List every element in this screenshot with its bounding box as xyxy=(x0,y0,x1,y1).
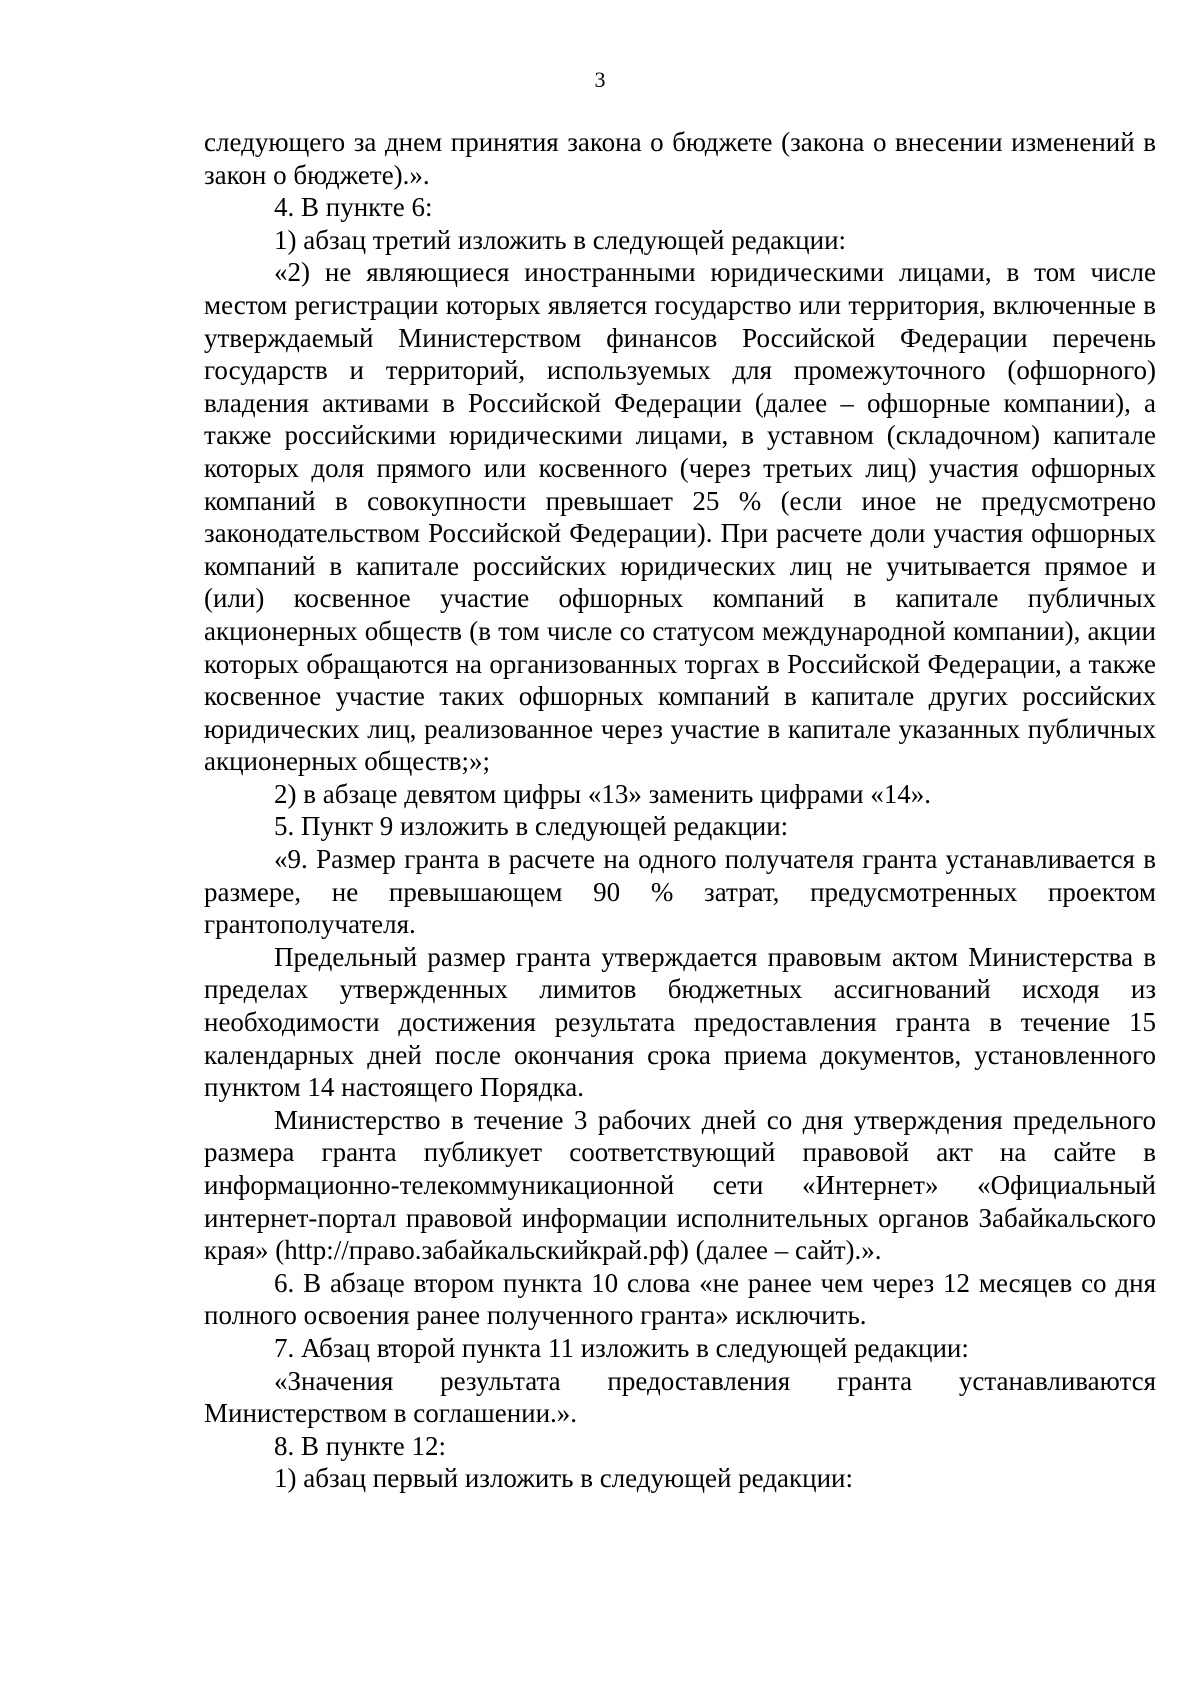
paragraph-6: 5. Пункт 9 изложить в следующей редакции: xyxy=(274,811,789,842)
paragraph-2: 4. В пункте 6: xyxy=(274,192,433,223)
paragraph-13: 8. В пункте 12: xyxy=(274,1430,446,1461)
document-body xyxy=(204,126,1156,1495)
paragraph-4: «2) не являющиеся иностранными юридическими лицами, в том числе местом регистрации которых является государство или территория, включенные в утверждаемый Министерством финансов Российской Федерации перечень государств и территорий, используемых для промежуточного (офшорного) владения активами в Российской Федерации (далее – офшорные компании), а также российскими юридическими лицами, в уставном (складочном) капитале которых доля прямого или косвенного (через третьих лиц) участия офшорных компаний в совокупности превышает 25 % (если иное не предусмотрено законодательством Российской Федерации). При расчете доли участия офшорных компаний в капитале российских юридических лиц не учитывается прямое и (или) косвенное участие офшорных компаний в капитале публичных акционерных обществ (в том числе со статусом международной компании), акции которых обращаются на организованных торгах в Российской Федерации, а также косвенное участие таких офшорных компаний в капитале других российских юридических лиц, реализованное через участие в капитале указанных публичных акционерных обществ;»; xyxy=(204,257,1156,777)
paragraph-5: 2) в абзаце девятом цифры «13» заменить цифрами «14». xyxy=(274,778,932,809)
paragraph-12: «Значения результата предоставления гранта устанавливаются Министерством в соглашении.». xyxy=(204,1365,1156,1429)
paragraph-10: 6. В абзаце втором пункта 10 слова «не ранее чем через 12 месяцев со дня полного освоения ранее полученного гранта» исключить. xyxy=(204,1267,1156,1331)
paragraph-11: 7. Абзац второй пункта 11 изложить в следующей редакции: xyxy=(274,1332,969,1363)
page-number: 3 xyxy=(594,67,606,92)
paragraph-8: Предельный размер гранта утверждается правовым актом Министерства в пределах утвержденных лимитов бюджетных ассигнований исходя из необходимости достижения результата предоставления гранта в течение 15 календарных дней после окончания срока приема документов, установленного пунктом 14 настоящего Порядка. xyxy=(204,941,1156,1103)
paragraph-1: следующего за днем принятия закона о бюджете (закона о внесении изменений в закон о бюджете).». xyxy=(204,127,1156,190)
paragraph-9: Министерство в течение 3 рабочих дней со дня утверждения предельного размера гранта публикует соответствующий правовой акт на сайте в информационно-телекоммуникационной сети «Интернет» «Официальный интернет-портал правовой информации исполнительных органов Забайкальского края» (http://право.забайкальскийкрай.рф) (далее – сайт).». xyxy=(204,1104,1156,1266)
paragraph-7: «9. Размер гранта в расчете на одного получателя гранта устанавливается в размере, не превышающем 90 % затрат, предусмотренных проектом грантополучателя. xyxy=(204,844,1156,940)
paragraph-3: 1) абзац третий изложить в следующей редакции: xyxy=(274,224,847,255)
paragraph-14: 1) абзац первый изложить в следующей редакции: xyxy=(274,1463,853,1494)
